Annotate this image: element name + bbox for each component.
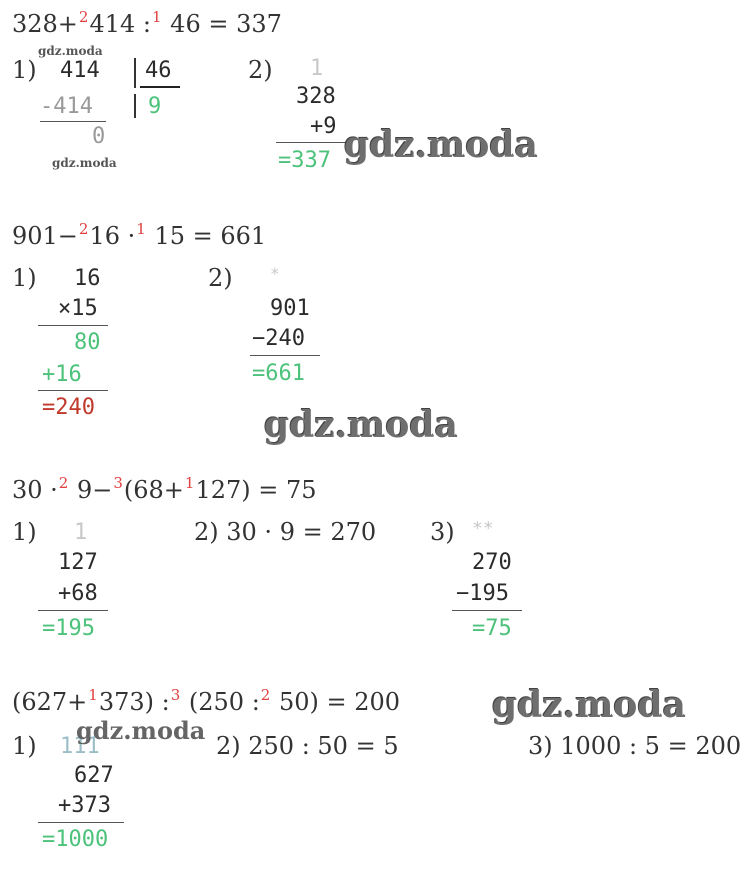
watermark-large-3: gdz.moda (492, 684, 686, 726)
problem3-step3-label: 3) (430, 518, 455, 546)
problem3-step1-a: 127 (58, 550, 98, 575)
problem2-step1-a: 16 (74, 266, 101, 291)
problem2-step2-label: 2) (208, 264, 233, 292)
problem3-step3-a: 270 (472, 550, 512, 575)
problem4-expression: (627+$^1$373) :$^3$ (250 :$^2$ 50) = 200 (12, 686, 401, 716)
problem1-step2-label: 2) (248, 56, 273, 84)
problem2-step2-result: =661 (252, 361, 305, 386)
problem1-subtract: -414 (40, 94, 93, 119)
division-bar-vertical (134, 58, 136, 88)
problem1-quotient: 9 (148, 94, 162, 119)
watermark-large-2: gdz.moda (264, 404, 458, 446)
problem1-divisor: 46 (145, 58, 172, 83)
divisor-underline (140, 86, 180, 88)
problem2-step1-result: =240 (42, 395, 95, 420)
problem4-step1-a: 627 (74, 763, 114, 788)
problem3-step1-label: 1) (12, 518, 37, 546)
division-bar-vertical-2 (134, 94, 136, 118)
problem3-expression: 30 ·$^2$ 9−$^3$(68+$^1$127) = 75 (12, 474, 317, 504)
watermark-small-2: gdz.moda (52, 156, 117, 170)
problem1-remainder: 0 (92, 124, 106, 149)
multiply-line (38, 325, 108, 326)
watermark-large: gdz.moda (344, 124, 538, 166)
problem1-step2-a: 328 (296, 84, 336, 109)
partial-sum-line (38, 390, 108, 391)
problem2-step2-a: 901 (270, 296, 310, 321)
problem2-step2-carry: * (270, 264, 280, 283)
watermark-medium: gdz.moda (76, 716, 206, 745)
sum-line-2 (38, 610, 108, 611)
problem4-step1-carry: 111 (60, 734, 100, 759)
sum-line-3 (38, 822, 124, 823)
problem3-step2: 2) 30 · 9 = 270 (194, 518, 377, 546)
problem2-step1-label: 1) (12, 264, 37, 292)
problem2-step2-b: −240 (252, 326, 305, 351)
subtract-line (40, 121, 106, 122)
problem3-step3-b: −195 (456, 581, 509, 606)
difference-line-2 (452, 610, 522, 611)
problem4-step1-b: +373 (58, 793, 111, 818)
problem2-step1-partial2: +16 (42, 362, 82, 387)
problem2-step1-partial1: 80 (74, 330, 101, 355)
sum-line (276, 142, 346, 143)
problem1-step2-b: +9 (310, 114, 337, 139)
problem3-step1-carry: 1 (74, 520, 88, 545)
problem4-step3: 3) 1000 : 5 = 200 (528, 732, 742, 760)
problem4-step1-label: 1) (12, 732, 37, 760)
difference-line (250, 355, 320, 356)
problem3-step1-b: +68 (58, 581, 98, 606)
problem1-step2-result: =337 (278, 148, 331, 173)
problem1-expression: 328+$^2$414 :$^1$ 46 = 337 (12, 8, 282, 38)
problem1-step2-carry: 1 (310, 56, 324, 81)
problem4-step1-result: =1000 (42, 827, 109, 852)
problem2-expression: 901−$^2$16 ·$^1$ 15 = 661 (12, 220, 267, 250)
problem4-step2: 2) 250 : 50 = 5 (216, 732, 399, 760)
problem3-step1-result: =195 (42, 616, 95, 641)
problem2-step1-b: ×15 (58, 296, 98, 321)
problem3-step3-result: =75 (472, 616, 512, 641)
watermark-small: gdz.moda (38, 44, 103, 58)
problem3-step3-carry: ** (472, 518, 494, 539)
problem1-step1-label: 1) (12, 56, 37, 84)
problem1-dividend: 414 (60, 58, 100, 83)
